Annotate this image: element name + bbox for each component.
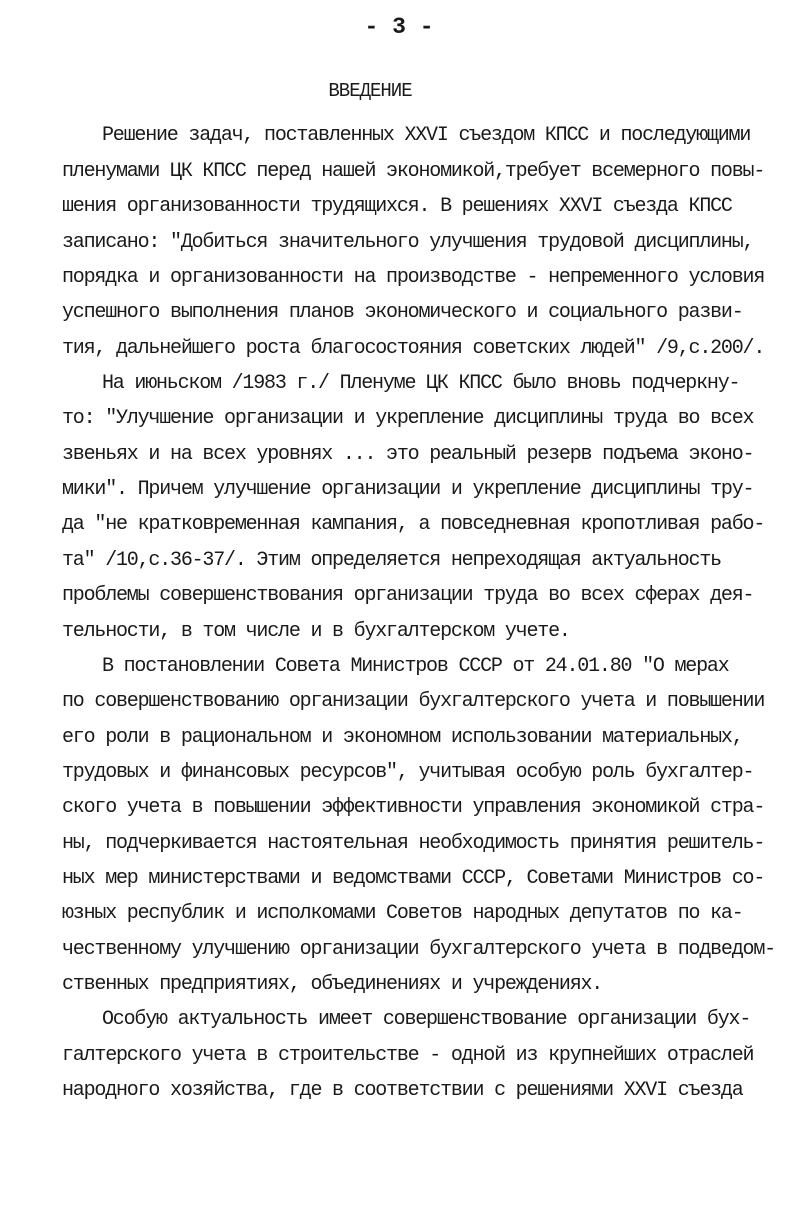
section-heading: ВВЕДЕНИЕ <box>328 80 412 102</box>
text-line: шения организованности трудящихся. В решениях ХХVI съезда КПСС <box>62 195 732 218</box>
text-line: юзных республик и исполкомами Советов народных депутатов по ка- <box>62 902 743 925</box>
text-line: народного хозяйства, где в соответствии с решениями ХХVI съезда <box>62 1079 743 1102</box>
text-line: трудовых и финансовых ресурсов", учитывая особую роль бухгалтер- <box>62 761 754 784</box>
text-line: На июньском /1983 г./ Пленуме ЦК КПСС было вновь подчеркну- <box>102 372 740 395</box>
text-line: Особую актуальность имеет совершенствование организации бух- <box>102 1008 751 1031</box>
text-line: записано: "Добиться значительного улучшения трудовой дисциплины, <box>62 231 754 254</box>
text-line: ственных предприятиях, объединениях и учреждениях. <box>62 973 603 996</box>
text-line: чественному улучшению организации бухгалтерского учета в подведом- <box>62 938 775 961</box>
text-line: пленумами ЦК КПСС перед нашей экономикой,требует всемерного повы- <box>62 160 765 183</box>
text-line: то: "Улучшение организации и укрепление дисциплины труда во всех <box>62 407 754 430</box>
text-line: да "не кратковременная кампания, а повседневная кропотливая рабо- <box>62 513 765 536</box>
text-line: его роли в рациональном и экономном использовании материальных, <box>62 726 743 749</box>
text-line: В постановлении Совета Министров СССР от 24.01.80 "О мерах <box>102 655 729 678</box>
page-number: - 3 - <box>364 14 434 40</box>
text-line: звеньях и на всех уровнях ... это реальный резерв подъема эконо- <box>62 443 754 466</box>
text-line: та" /10,с.36-37/. Этим определяется непреходящая актуальность <box>62 549 721 572</box>
text-line: успешного выполнения планов экономического и социального разви- <box>62 301 743 324</box>
text-line: тельности, в том числе и в бухгалтерском учете. <box>62 620 570 643</box>
text-line: мики". Причем улучшение организации и укрепление дисциплины тру- <box>62 478 754 501</box>
text-line: по совершенствованию организации бухгалтерского учета и повышении <box>62 690 765 713</box>
text-line: тия, дальнейшего роста благосостояния советских людей" /9,с.200/. <box>62 337 765 360</box>
text-line: галтерского учета в строительстве - одной из крупнейших отраслей <box>62 1044 754 1067</box>
text-line: Решение задач, поставленных ХХVI съездом КПСС и последующими <box>102 124 751 147</box>
text-line: ных мер министерствами и ведомствами СССР, Советами Министров со- <box>62 867 765 890</box>
text-line: ского учета в повышении эффективности управления экономикой стра- <box>62 796 765 819</box>
text-line: порядка и организованности на производстве - непременного условия <box>62 266 765 289</box>
text-line: ны, подчеркивается настоятельная необходимость принятия решитель- <box>62 832 765 855</box>
text-line: проблемы совершенствования организации труда во всех сферах дея- <box>62 584 754 607</box>
